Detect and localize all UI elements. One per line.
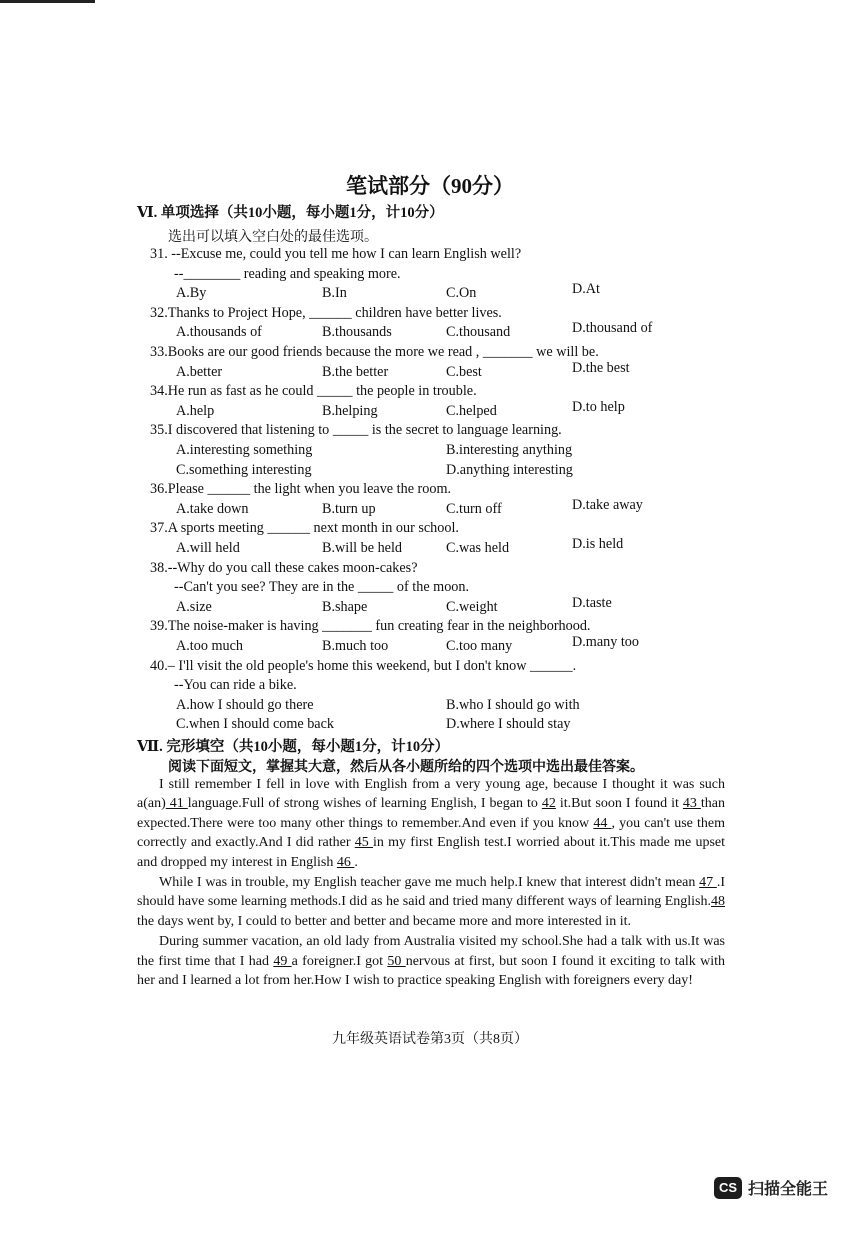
cloze-text: , you can't use them correctly and exactly.And I did rather — [137, 815, 726, 851]
cloze-text: the days went by, I could to better and better and became more and more interested in it. — [137, 913, 631, 929]
cloze-text: a foreigner.I got — [291, 953, 388, 969]
option-a: A.By — [176, 285, 207, 302]
option-d: D.to help — [572, 398, 625, 415]
cloze-paragraph — [137, 873, 725, 931]
cloze-blank: 48 — [711, 894, 725, 910]
option-a: A.size — [176, 598, 212, 615]
option-a: A.thousands of — [176, 324, 262, 341]
page-title: 笔试部分（90分） — [346, 174, 514, 198]
option-c: C.was held — [446, 540, 510, 556]
question-stem: 33.Books are our good friends because the more we read , _______ we will be. — [150, 344, 599, 360]
question-stem: 37.A sports meeting ______ next month in our school. — [150, 520, 459, 537]
option-d: D.taste — [572, 594, 612, 611]
option-b: B.will be held — [322, 540, 402, 556]
question-stem: 35.I discovered that listening to _____ is the secret to language learning. — [150, 422, 562, 439]
cloze-blank: 44 — [593, 815, 612, 831]
section-6-instruction: 选出可以填入空白处的最佳选项。 — [168, 230, 378, 245]
cloze-text: language.Full of strong wishes of learning English, I began to — [187, 796, 542, 812]
option-d: D.is held — [572, 536, 624, 552]
cloze-blank: 42 — [541, 796, 556, 812]
option-b: B.thousands — [322, 324, 392, 341]
question-stem: 40.– I'll visit the old people's home this weekend, but I don't know ______. — [150, 657, 577, 674]
option-a: A.interesting something — [176, 442, 313, 458]
option-a: A.how I should go there — [176, 696, 314, 713]
cloze-blank: 43 — [682, 796, 701, 812]
question-line: --________ reading and speaking more. — [174, 265, 401, 282]
question-line: --Can't you see? They are in the _____ of the moon. — [174, 579, 470, 596]
cloze-blank: 46 — [336, 854, 355, 870]
option-b: B.the better — [322, 363, 389, 380]
option-b: B.In — [322, 285, 347, 302]
scanner-watermark — [714, 1176, 828, 1199]
option-c: C.thousand — [446, 324, 511, 341]
question-stem: 38.--Why do you call these cakes moon-cakes? — [150, 559, 418, 576]
cloze-text: During summer vacation, an old lady from Australia visited my school.She had a talk with us.It was the first time that I had — [137, 934, 725, 969]
option-c: C.something interesting — [176, 461, 312, 478]
cloze-text: than expected.There were too many other things to remember.And even if you know — [137, 796, 726, 831]
section-7-instruction: 阅读下面短文，掌握其大意，然后从各小题所给的四个选项中选出最佳答案。 — [168, 760, 644, 775]
page-footer: 九年级英语试卷第3页（共8页） — [332, 1032, 528, 1047]
option-a: A.too much — [176, 638, 243, 654]
option-c: C.turn off — [446, 500, 502, 517]
cloze-text: I still remember I fell in love with English from a very young age, because I thought it was such a(an) — [137, 777, 725, 812]
cloze-text: nervous at first, but soon I found it exciting to talk with her and I learned a lot from her.How I wish to practice speaking English with foreigners every day! — [137, 953, 726, 989]
option-d: D.take away — [572, 496, 643, 513]
cloze-blank: 41 — [165, 796, 188, 812]
option-d: D.the best — [572, 359, 630, 376]
option-a: A.help — [176, 402, 215, 419]
cloze-paragraph — [137, 775, 725, 872]
question-stem: 31. --Excuse me, could you tell me how I can learn English well? — [150, 246, 522, 262]
option-b: B.shape — [322, 598, 368, 615]
option-b: B.turn up — [322, 500, 376, 517]
option-b: B.interesting anything — [446, 442, 573, 458]
option-d: D.many too — [572, 634, 639, 650]
question-stem: 36.Please ______ the light when you leave the room. — [150, 481, 452, 498]
cloze-blank: 45 — [354, 835, 374, 851]
section-6-heading: Ⅵ. 单项选择（共10小题，每小题1分，计10分） — [137, 205, 444, 221]
question-line: --You can ride a bike. — [174, 677, 297, 694]
cloze-text: . — [354, 854, 358, 870]
cloze-text: in my first English test.I worried about it.This made me upset and dropped my interest in English — [137, 835, 725, 870]
option-a: A.better — [176, 363, 223, 380]
option-c: C.too many — [446, 638, 513, 654]
option-a: A.take down — [176, 500, 249, 517]
cloze-text: While I was in trouble, my English teacher gave me much help.I knew that interest didn't mean — [159, 875, 700, 891]
section-7-heading: Ⅶ. 完形填空（共10小题，每小题1分，计10分） — [137, 739, 450, 755]
option-c: C.best — [446, 363, 482, 380]
cloze-paragraph — [137, 932, 725, 990]
option-c: C.On — [446, 285, 477, 302]
cloze-passage — [137, 775, 725, 990]
question-stem: 32.Thanks to Project Hope, ______ children have better lives. — [150, 304, 502, 321]
watermark-text: 扫描全能王 — [748, 1179, 829, 1198]
option-a: A.will held — [176, 540, 240, 556]
option-d: D.where I should stay — [446, 716, 571, 733]
option-c: C.helped — [446, 402, 497, 419]
option-b: B.who I should go with — [446, 696, 580, 713]
camscanner-logo: CS — [714, 1177, 742, 1199]
option-c: C.when I should come back — [176, 716, 334, 733]
cloze-blank: 49 — [273, 953, 292, 969]
option-b: B.helping — [322, 402, 378, 419]
option-d: D.anything interesting — [446, 461, 573, 478]
cloze-blank: 47 — [699, 875, 717, 891]
cloze-text: .I should have some learning methods.I did as he said and tried many different ways of learning English. — [137, 875, 726, 910]
cloze-blank: 50 — [387, 953, 406, 969]
cloze-text: it.But soon I found it — [555, 796, 683, 812]
question-stem: 34.He run as fast as he could _____ the people in trouble. — [150, 383, 477, 400]
question-stem: 39.The noise-maker is having _______ fun creating fear in the neighborhood. — [150, 618, 591, 635]
option-d: D.At — [572, 281, 600, 298]
option-d: D.thousand of — [572, 320, 653, 337]
option-c: C.weight — [446, 598, 498, 615]
option-b: B.much too — [322, 638, 389, 654]
